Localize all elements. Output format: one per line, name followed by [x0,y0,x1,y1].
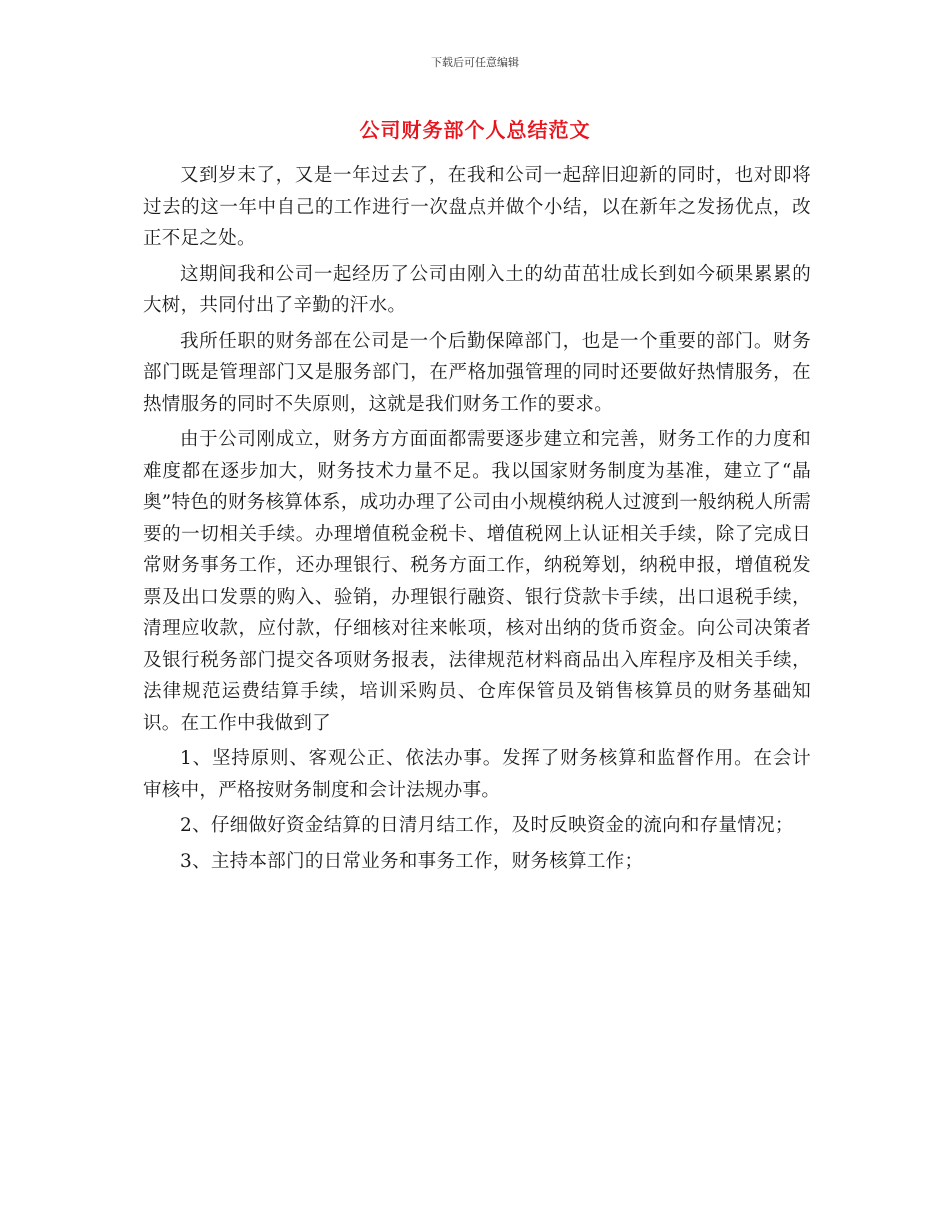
paragraph-item-2: 2、仔细做好资金结算的日清月结工作，及时反映资金的流向和存量情况； [180,815,794,836]
paragraph-work-details: 由于公司刚成立，财务方方面面都需要逐步建立和完善，财务工作的力度和难度都在逐步加大，财务技术力量不足。我以国家财务制度为基准，建立了“晶奥”特色的财务核算体系，成功办理了公司由小规模纳税人过渡到一般纳税人所需要的一切相关手续。办理增值税金税卡、增值税网上认证相关手续，除了完成日常财务事务工作，还办理银行、税务方面工作，纳税筹划，纳税申报，增值税发票及出口发票的购入、验销，办理银行融资、银行贷款卡手续，出口退税手续，清理应收款，应付款，仔细核对往来帐项，核对出纳的货币资金。向公司决策者及银行税务部门提交各项财务报表，法律规范材料商品出入库程序及相关手续，法律规范运费结算手续，培训采购员、仓库保管员及销售核算员的财务基础知识。在工作中我做到了 [143,429,811,734]
document-title: 公司财务部个人总结范文 [359,118,591,142]
paragraph-item-1: 1、坚持原则、客观公正、依法办事。发挥了财务核算和监督作用。在会计审核中，严格按财务制度和会计法规办事。 [143,748,811,801]
document-body [143,160,811,881]
paragraph-item-3: 3、主持本部门的日常业务和事务工作，财务核算工作； [180,850,644,872]
header-note: 下载后可任意编辑 [431,56,519,69]
paragraph-growth: 这期间我和公司一起经历了公司由刚入土的幼苗茁壮成长到如今硕果累累的大树，共同付出了辛勤的汗水。 [143,263,811,316]
paragraph-intro: 又到岁末了，又是一年过去了，在我和公司一起辞旧迎新的同时，也对即将过去的这一年中自己的工作进行一次盘点并做个小结，以在新年之发扬优点，改正不足之处。 [143,165,811,249]
paragraph-department-role: 我所任职的财务部在公司是一个后勤保障部门，也是一个重要的部门。财务部门既是管理部门又是服务部门，在严格加强管理的同时还要做好热情服务，在热情服务的同时不失原则，这就是我们财务工作的要求。 [143,330,811,415]
